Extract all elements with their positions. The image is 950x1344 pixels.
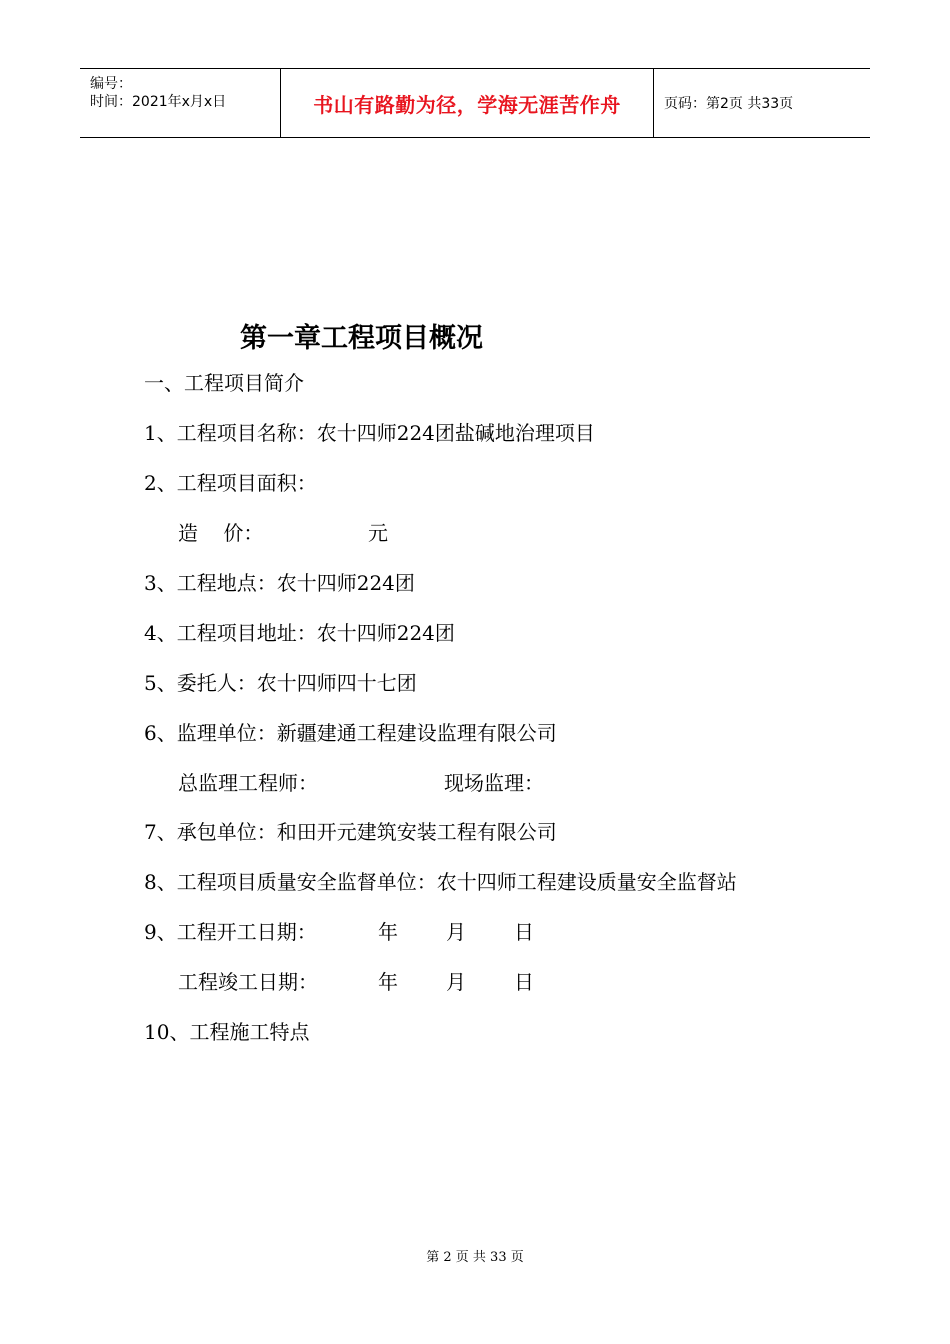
item-chief-supervisor: 总监理工程师： <box>178 771 318 795</box>
item-start-year: 年 <box>378 920 398 944</box>
item-project-name: 1、工程项目名称：农十四师224团盐碱地治理项目 <box>144 421 595 445</box>
item-end-year: 年 <box>378 970 398 994</box>
item-start-month: 月 <box>446 920 466 944</box>
page-header <box>80 68 870 138</box>
doc-number-label: 编号： <box>90 76 132 92</box>
item-quality-supervision: 8、工程项目质量安全监督单位：农十四师工程建设质量安全监督站 <box>144 870 737 894</box>
header-mid-cell <box>281 69 654 137</box>
item-construction-features: 10、工程施工特点 <box>144 1020 310 1044</box>
item-cost-unit: 元 <box>368 521 388 545</box>
item-end-month: 月 <box>446 970 466 994</box>
chapter-title: 第一章工程项目概况 <box>240 323 483 354</box>
item-start-date-label: 9、工程开工日期： <box>144 920 317 944</box>
section-heading: 一、工程项目简介 <box>144 371 304 395</box>
item-project-area: 2、工程项目面积： <box>144 471 317 495</box>
page-footer: 第 2 页 共 33 页 <box>426 1250 524 1265</box>
item-end-day: 日 <box>514 970 534 994</box>
item-project-address: 4、工程项目地址：农十四师224团 <box>144 621 455 645</box>
item-start-day: 日 <box>514 920 534 944</box>
doc-time-label: 时间：2021年x月x日 <box>90 94 227 110</box>
item-site-supervisor: 现场监理： <box>444 771 544 795</box>
header-page-label: 页码：第2页 共33页 <box>664 96 794 112</box>
motto-text: 书山有路勤为径，学海无涯苦作舟 <box>313 92 621 117</box>
item-end-date-label: 工程竣工日期： <box>178 970 318 994</box>
item-cost-label: 造 价： <box>178 521 264 545</box>
item-client: 5、委托人：农十四师四十七团 <box>144 671 417 695</box>
item-supervisor-unit: 6、监理单位：新疆建通工程建设监理有限公司 <box>144 721 557 745</box>
item-project-location: 3、工程地点：农十四师224团 <box>144 571 415 595</box>
header-left-cell <box>80 69 281 137</box>
item-contractor: 7、承包单位：和田开元建筑安装工程有限公司 <box>144 820 557 844</box>
header-right-cell <box>654 69 870 137</box>
